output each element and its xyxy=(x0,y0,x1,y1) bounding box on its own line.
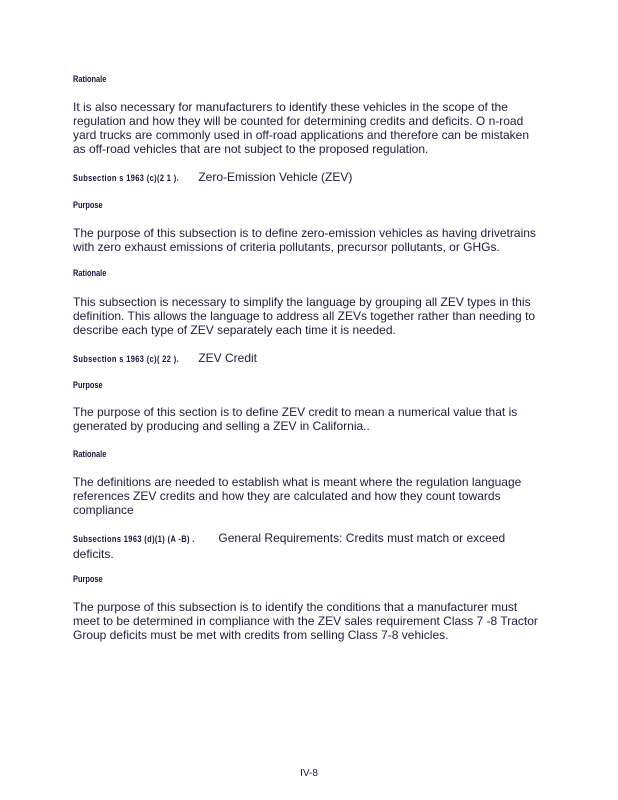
subsection-code: Subsection s 1963 (c)( 22 ). xyxy=(73,354,180,365)
purpose-paragraph: The purpose of this subsection is to identify the conditions that a manufacturer must meet to be determined in compliance with the ZEV sales requirement Class 7 -8 Tractor Group deficits must be met with credits from selling Class 7-8 vehicles. xyxy=(73,600,538,642)
subsection-title: ZEV Credit xyxy=(198,351,257,365)
purpose-heading: Purpose xyxy=(73,574,103,585)
rationale-paragraph: This subsection is necessary to simplify the language by grouping all ZEV types in this definition. This allows the language to address all ZEVs together rather than needing to describe each type of ZEV separately each time it is needed. xyxy=(73,295,536,337)
subsection-heading xyxy=(73,531,545,561)
rationale-heading: Rationale xyxy=(73,74,107,85)
subsection-heading xyxy=(73,351,545,367)
subsection-title: General Requirements: Credits must match or exceed deficits. xyxy=(73,531,506,561)
purpose-paragraph: The purpose of this subsection is to define zero-emission vehicles as having drivetrains with zero exhaust emissions of criteria pollutants, precursor pollutants, or GHGs. xyxy=(73,226,536,254)
purpose-heading: Purpose xyxy=(73,200,103,211)
subsection-code: Subsection s 1963 (c)(2 1 ). xyxy=(73,173,180,184)
rationale-heading: Rationale xyxy=(73,268,107,279)
rationale-heading: Rationale xyxy=(73,449,107,460)
page-number: IV-8 xyxy=(300,768,318,779)
rationale-paragraph: It is also necessary for manufacturers to identify these vehicles in the scope of the regulation and how they will be counted for determining credits and deficits. O n-road yard trucks are commonly used in off-road applications and therefore can be mistaken as off-road vehicles that are not subject to the proposed regulation. xyxy=(73,100,530,156)
purpose-paragraph: The purpose of this section is to define ZEV credit to mean a numerical value that is generated by producing and selling a ZEV in California.. xyxy=(73,405,518,433)
subsection-heading xyxy=(73,170,545,186)
rationale-paragraph: The definitions are needed to establish what is meant where the regulation language references ZEV credits and how they are calculated and how they count towards compliance xyxy=(73,475,522,517)
purpose-heading: Purpose xyxy=(73,380,103,391)
subsection-title: Zero-Emission Vehicle (ZEV) xyxy=(198,170,353,184)
subsection-code: Subsections 1963 (d)(1) (A -B) . xyxy=(73,534,195,545)
